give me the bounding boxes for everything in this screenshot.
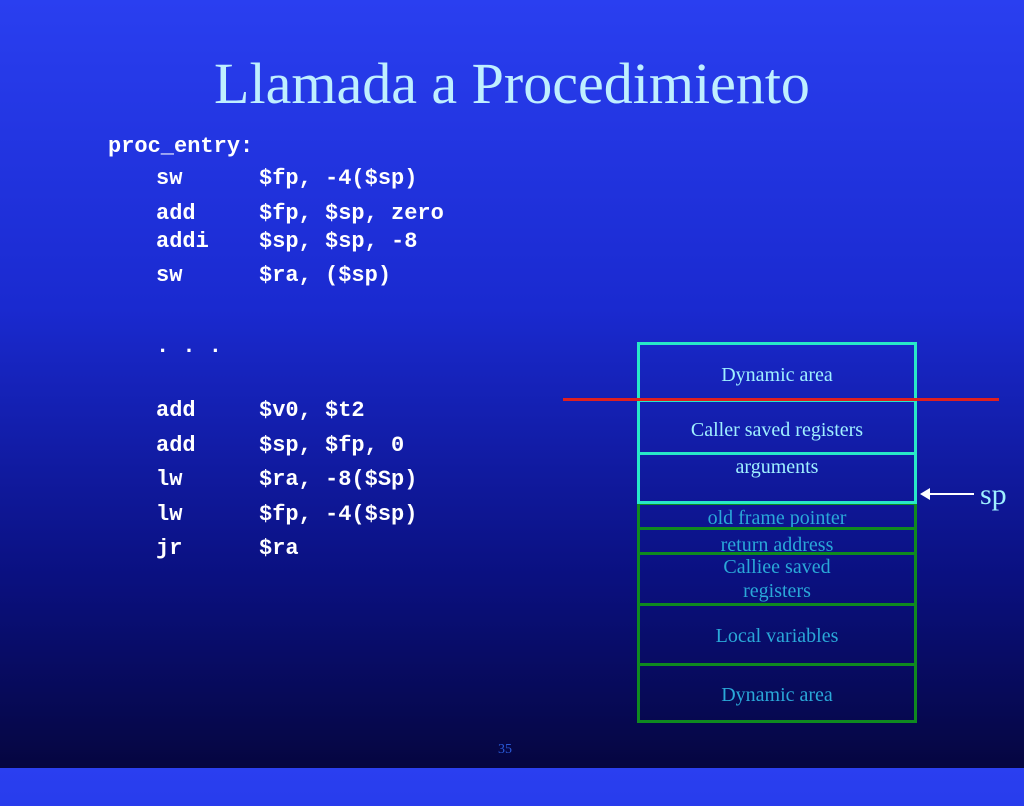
stack-caller-saved-registers: Caller saved registers xyxy=(637,399,917,455)
code-op: lw xyxy=(156,502,183,527)
code-op: addi xyxy=(156,229,209,254)
stack-dynamic-area-bottom: Dynamic area xyxy=(637,663,917,723)
code-args: $sp, $fp, 0 xyxy=(259,433,405,458)
code-args: $sp, $sp, -8 xyxy=(259,229,418,254)
code-op: jr xyxy=(156,536,183,561)
code-op: sw xyxy=(156,166,183,191)
stack-return-address: return address xyxy=(637,527,917,555)
stack-callee-saved-registers: Calliee saved registers xyxy=(637,552,917,606)
code-args: $ra, -8($Sp) xyxy=(259,467,418,492)
code-op: add xyxy=(156,433,196,458)
code-label: proc_entry: xyxy=(108,134,254,159)
stack-dynamic-area-top: Dynamic area xyxy=(637,342,917,402)
code-op: add xyxy=(156,398,196,423)
page-number: 35 xyxy=(498,742,512,757)
code-op: add xyxy=(156,201,196,226)
frame-divider-line xyxy=(563,398,999,401)
code-args: $v0, $t2 xyxy=(259,398,365,423)
sp-label: sp xyxy=(980,478,1007,511)
stack-local-variables: Local variables xyxy=(637,603,917,666)
sp-arrow-icon xyxy=(920,488,930,500)
code-block xyxy=(0,0,444,806)
code-args: $fp, $sp, zero xyxy=(259,201,444,226)
code-args: $fp, -4($sp) xyxy=(259,166,418,191)
stack-arguments: arguments xyxy=(637,452,917,504)
code-ellipsis: . . . xyxy=(156,334,223,359)
code-args: $fp, -4($sp) xyxy=(259,502,418,527)
sp-arrow-line xyxy=(928,493,974,495)
code-args: $ra, ($sp) xyxy=(259,263,392,288)
code-args: $ra xyxy=(259,536,299,561)
stack-old-frame-pointer: old frame pointer xyxy=(637,502,917,530)
slide-title: Llamada a Procedimiento xyxy=(214,51,810,116)
code-op: sw xyxy=(156,263,183,288)
code-op: lw xyxy=(156,467,183,492)
